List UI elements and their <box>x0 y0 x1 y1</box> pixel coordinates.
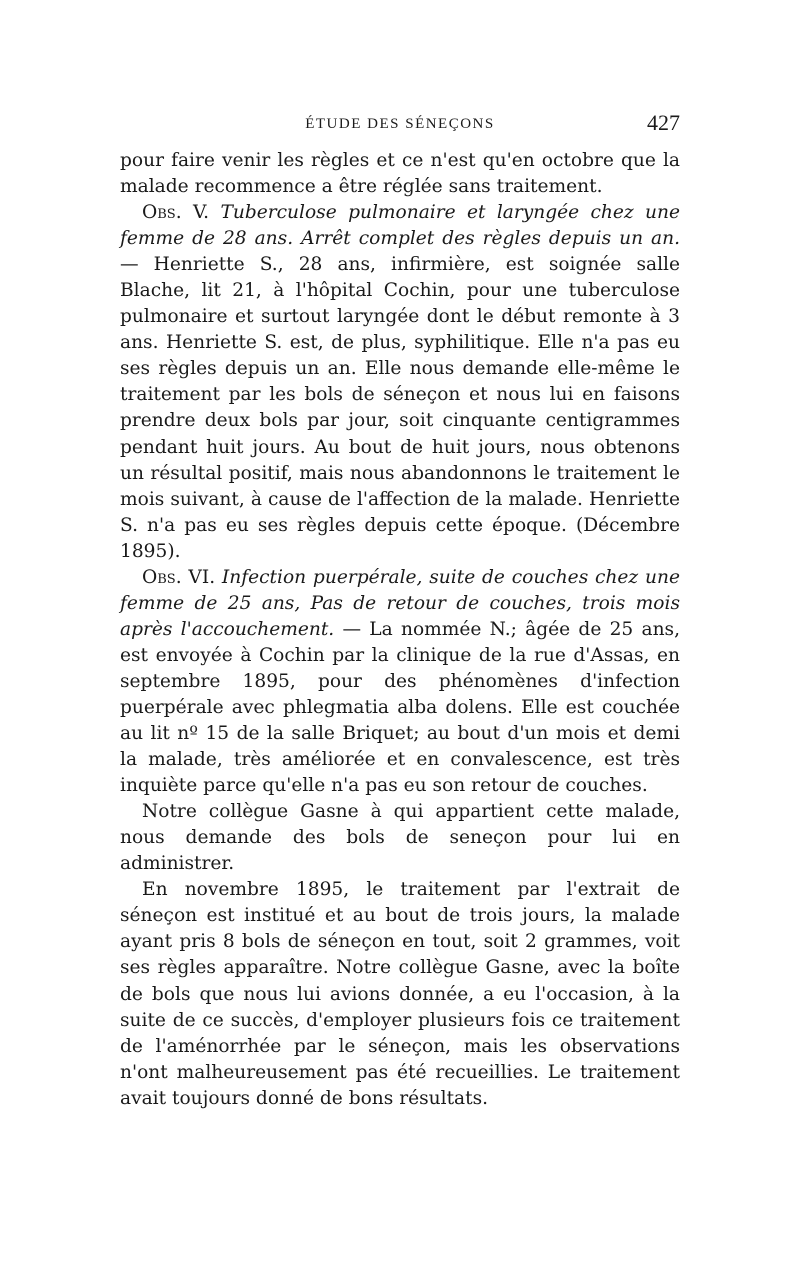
paragraph-text: Notre collègue Gasne à qui appartient cette malade, nous demande des bols de seneçon pour lui en administrer. <box>120 801 680 875</box>
observation-text: — La nommée N.; âgée de 25 ans, est envoyée à Cochin par la clinique de la rue d'Assas, en septembre 1895, pour des phénomènes d'infection puerpérale avec phlegmatia alba dolens. Elle est couchée au lit nº 15 de la salle Briquet; au bout d'un mois et demi la malade, très améliorée et en convalescence, est très inquiète parce qu'elle n'a pas eu son retour de couches. <box>120 618 680 797</box>
paragraph-continuation <box>120 148 680 200</box>
running-head <box>120 110 680 142</box>
running-title: ÉTUDE DES SÉNEÇONS <box>305 116 495 132</box>
paragraph-november-1895 <box>120 877 680 1111</box>
observation-title: Infection puerpérale, suite de couches chez une femme de 25 ans, Pas de retour de couches, trois mois après l'accouchement. <box>120 566 680 640</box>
observation-text: — Henriette S., 28 ans, infirmière, est soignée salle Blache, lit 21, à l'hôpital Cochin, pour une tuberculose pulmonaire et surtout laryngée dont le début remonte à 3 ans. Henriette S. est, de plus, syphilitique. Elle n'a pas eu ses règles depuis un an. Elle nous demande elle-même le traitement par les bols de séneçon et nous lui en faisons prendre deux bols par jour, soit cinquante centigrammes pendant huit jours. Au bout de huit jours, nous obtenons un résultal positif, mais nous abandonnons le traitement le mois suivant, à cause de l'affection de la malade. Henriette S. n'a pas eu ses règles depuis cette époque. (Décembre 1895). <box>120 254 680 562</box>
observation-label: Obs. V. <box>142 202 210 224</box>
observation-5 <box>120 200 680 565</box>
page-number: 427 <box>647 110 680 135</box>
observation-title: Tuberculose pulmonaire et laryngée chez une femme de 28 ans. Arrêt complet des règles depuis un an. <box>120 202 680 250</box>
paragraph-text: pour faire venir les règles et ce n'est qu'en octobre que la malade recommence a être réglée sans traitement. <box>120 150 680 198</box>
observation-6 <box>120 565 680 799</box>
paragraph-text: En novembre 1895, le traitement par l'extrait de séneçon est institué et au bout de trois jours, la malade ayant pris 8 bols de séneçon en tout, soit 2 grammes, voit ses règles apparaître. Notre collègue Gasne, avec la boîte de bols que nous lui avions donnée, a eu l'occasion, à la suite de ce succès, d'employer plusieurs fois ce traitement de l'aménorrhée par le séneçon, mais les observations n'ont malheureusement pas été recueillies. Le traitement avait toujours donné de bons résultats. <box>120 879 680 1109</box>
book-page <box>120 110 680 1112</box>
paragraph-gasne <box>120 799 680 877</box>
observation-label: Obs. VI. <box>142 566 216 588</box>
